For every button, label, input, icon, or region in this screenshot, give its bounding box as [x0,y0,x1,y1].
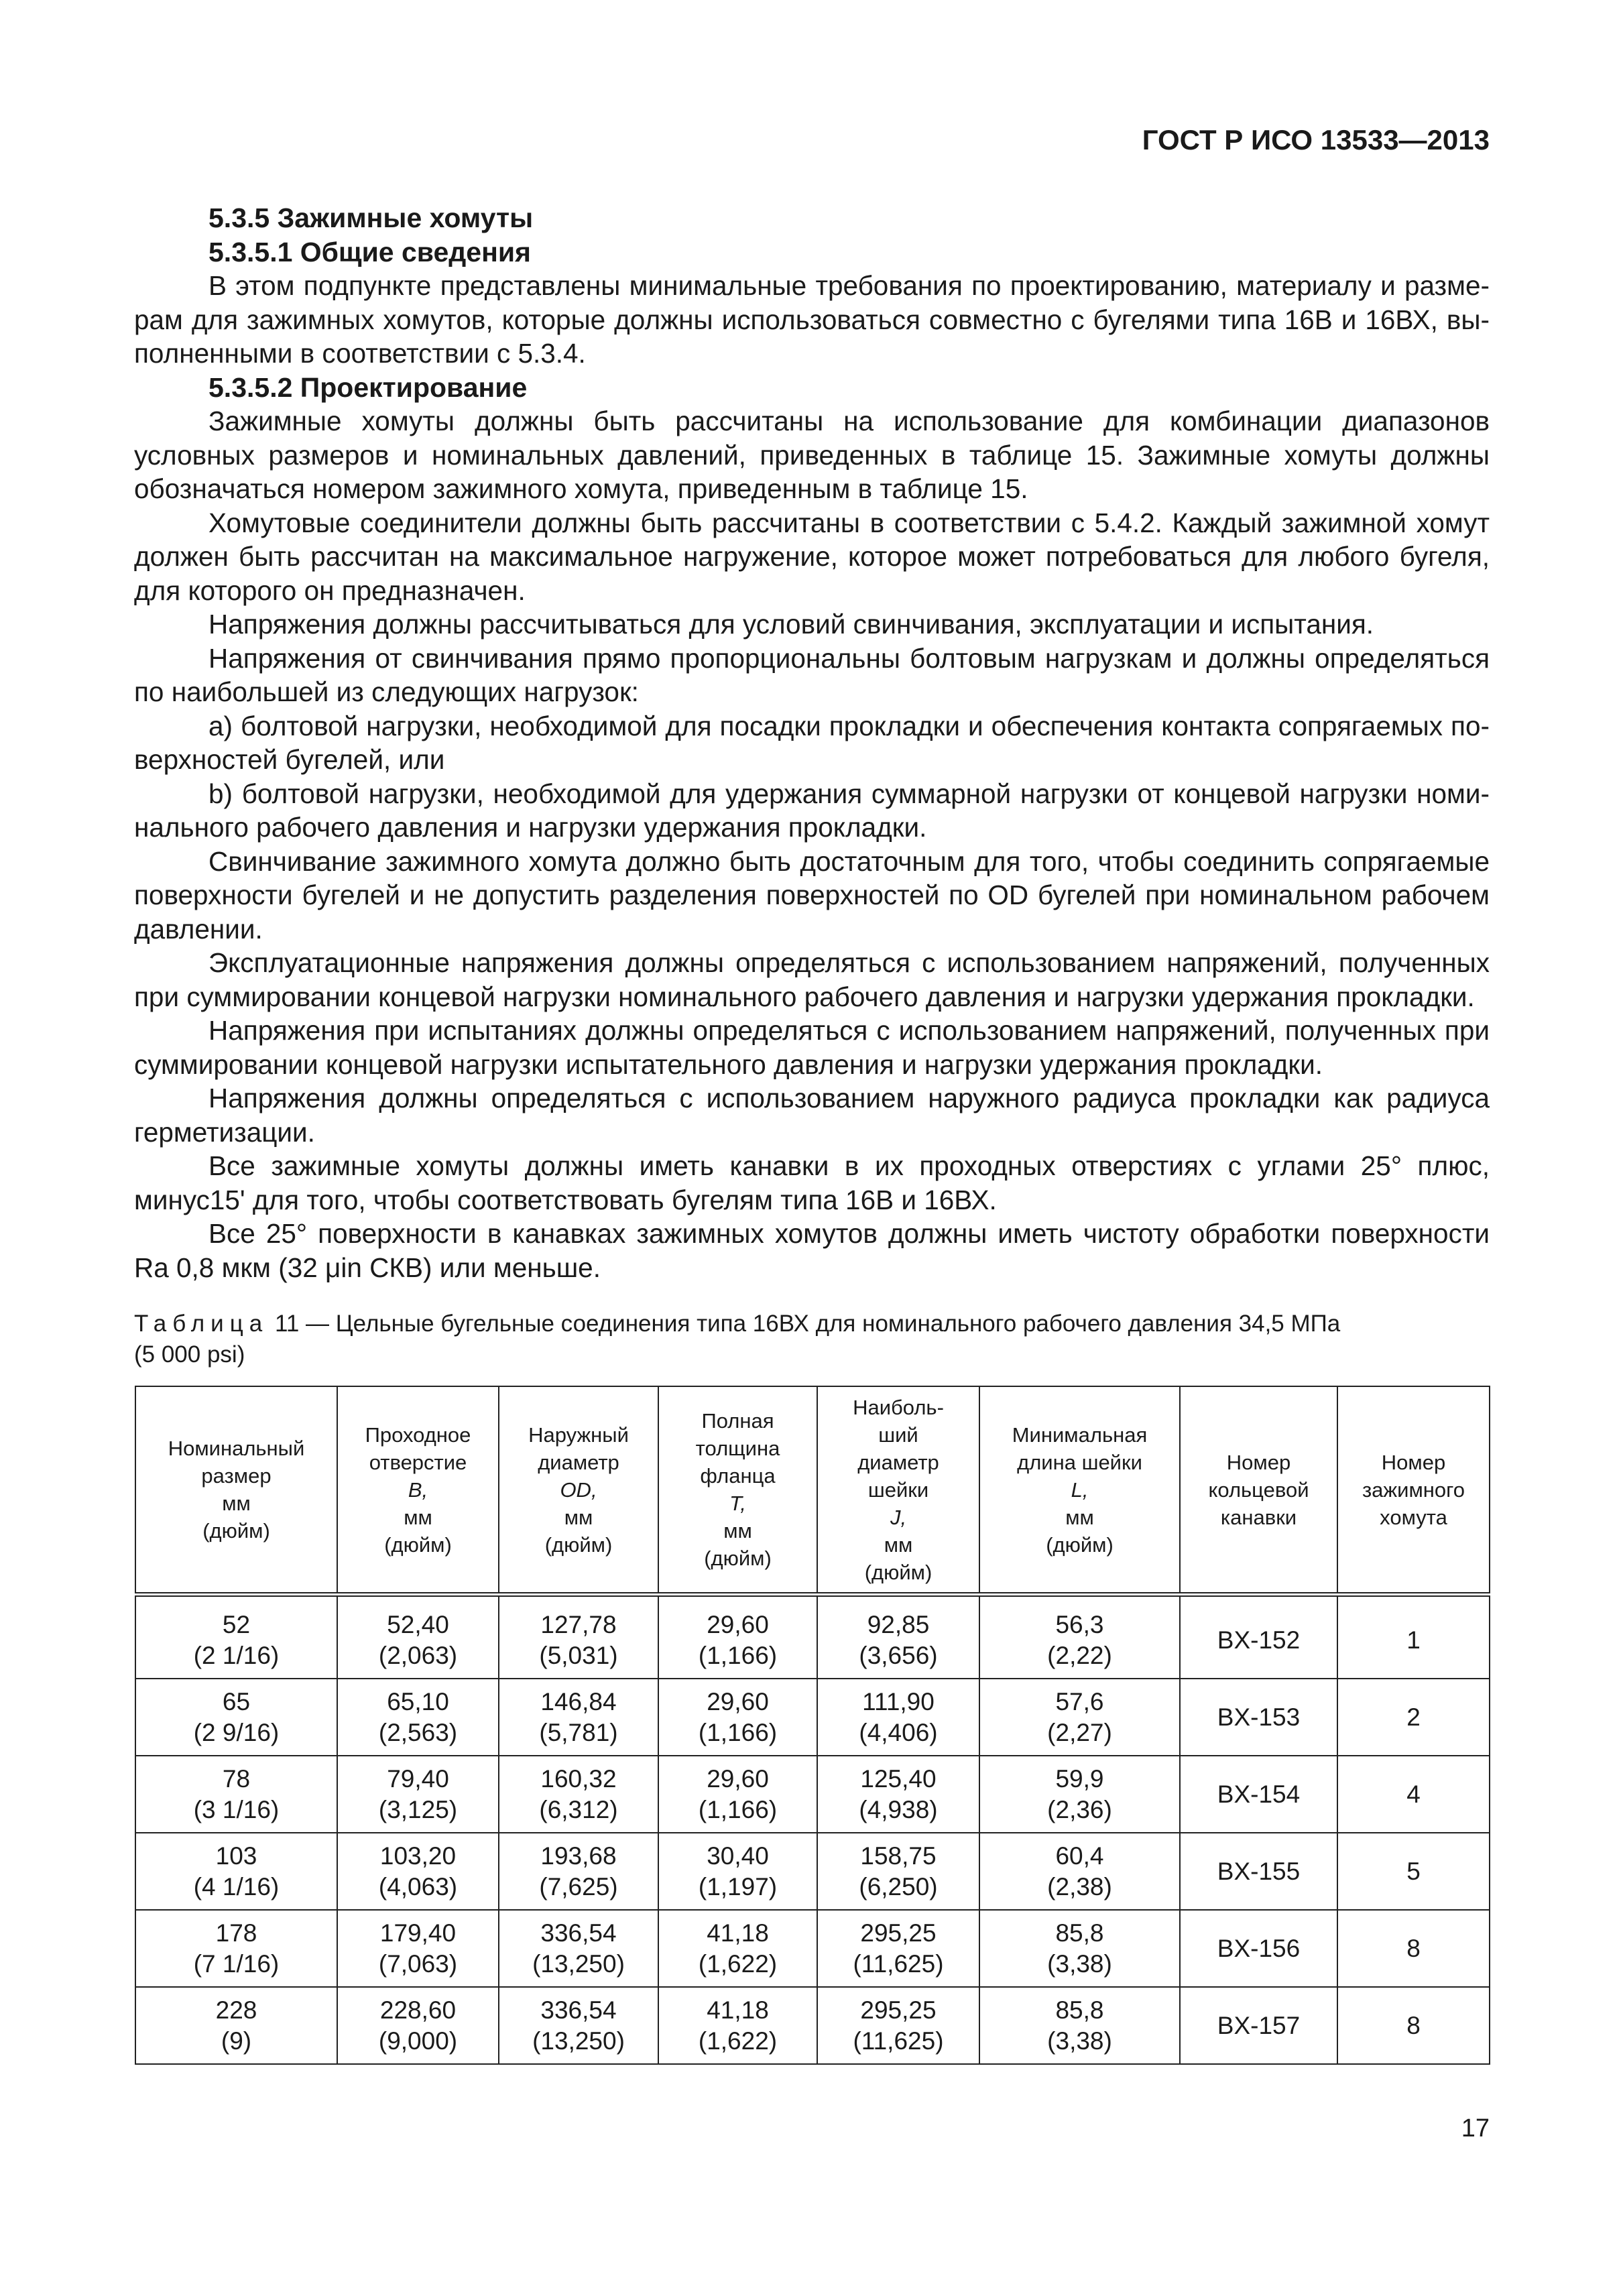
cell-bore: 228,60 (9,000) [337,1987,499,2064]
table-row [135,1910,1490,1987]
header-outer-diameter-od: Наружный диаметр OD, мм (дюйм) [499,1386,658,1595]
header-bore-b: Проходное отверстие B, мм (дюйм) [337,1386,499,1595]
cell-bore: 52,40 (2,063) [337,1595,499,1679]
table-row [135,1987,1490,2064]
table-caption-label: Таблица [134,1311,269,1337]
paragraph: Зажимные хомуты должны быть рассчитаны на использование для комбинации диапазонов условных размеров и номинальных давлений, приведенных в таблице 15. Зажимные хомуты должны обозначаться номером зажимного хомута, приведенным в таблице 15. [134,406,1490,504]
paragraph: В этом подпункте представлены минимальные требования по проектированию, материалу и размерам для зажимных хомутов, которые должны использоваться совместно с бугелями типа 16В и 16ВХ, выполненными в соответствии с 5.3.4. [134,270,1490,369]
table-caption-text: 11 — Цельные бугельные соединения типа 16ВХ для номинального рабочего давления 34,5 МПа [274,1311,1341,1337]
table-header-row [135,1386,1490,1595]
paragraph: Хомутовые соединители должны быть рассчитаны в соответствии с 5.4.2. Каждый зажимной хомут должен быть рассчитан на максимальное нагружение, которое может потребоваться для любого бугеля, для которого он предназначен. [134,507,1490,606]
table-row [135,1833,1490,1910]
table-row [135,1756,1490,1833]
cell-nominal-size: 52 (2 1/16) [135,1595,337,1679]
table-row [135,1679,1490,1756]
paragraph: Напряжения от свинчивания прямо пропорциональны болтовым нагрузкам и должны определяться по наибольшей из следующих нагрузок: [134,642,1490,707]
cell-ring-groove: BX-157 [1180,1987,1337,2064]
list-item-b: b) болтовой нагрузки, необходимой для удержания суммарной нагрузки от концевой нагрузки номинального рабочего давления и нагрузки удержания прокладки. [134,778,1490,843]
cell-nominal-size: 78 (3 1/16) [135,1756,337,1833]
cell-neck-diameter: 158,75 (6,250) [817,1833,979,1910]
cell-clamp-number: 8 [1337,1910,1490,1987]
section-title-535: 5.3.5 Зажимные хомуты [208,202,534,233]
section-title-5352: 5.3.5.2 Проектирование [208,371,528,403]
cell-flange-thickness: 29,60 (1,166) [658,1756,817,1833]
table-row [135,1595,1490,1679]
cell-nominal-size: 65 (2 9/16) [135,1679,337,1756]
cell-neck-diameter: 295,25 (11,625) [817,1910,979,1987]
paragraph: Напряжения должны определяться с использованием наружного радиуса прокладки как радиуса герметизации. [134,1083,1490,1148]
cell-clamp-number: 5 [1337,1833,1490,1910]
cell-neck-length: 56,3 (2,22) [979,1595,1180,1679]
cell-neck-length: 59,9 (2,36) [979,1756,1180,1833]
cell-bore: 179,40 (7,063) [337,1910,499,1987]
cell-flange-thickness: 41,18 (1,622) [658,1987,817,2064]
cell-neck-length: 85,8 (3,38) [979,1910,1180,1987]
section-body [134,201,1490,1284]
header-nominal-size: Номинальный размер мм (дюйм) [135,1386,337,1595]
cell-outer-diameter: 160,32 (6,312) [499,1756,658,1833]
cell-neck-length: 60,4 (2,38) [979,1833,1180,1910]
cell-clamp-number: 2 [1337,1679,1490,1756]
document-id-header: ГОСТ Р ИСО 13533—2013 [1142,124,1490,156]
cell-bore: 65,10 (2,563) [337,1679,499,1756]
table-caption-line2: (5 000 psi) [134,1341,245,1368]
cell-ring-groove: BX-153 [1180,1679,1337,1756]
cell-bore: 79,40 (3,125) [337,1756,499,1833]
cell-flange-thickness: 41,18 (1,622) [658,1910,817,1987]
cell-flange-thickness: 30,40 (1,197) [658,1833,817,1910]
cell-outer-diameter: 127,78 (5,031) [499,1595,658,1679]
header-flange-thickness-t: Полная толщина фланца T, мм (дюйм) [658,1386,817,1595]
list-item-a: a) болтовой нагрузки, необходимой для посадки прокладки и обеспечения контакта сопрягаемых поверхностей бугелей, или [134,710,1490,775]
header-clamp-number: Номер зажимного хомута [1337,1386,1490,1595]
cell-clamp-number: 1 [1337,1595,1490,1679]
cell-ring-groove: BX-154 [1180,1756,1337,1833]
paragraph: Свинчивание зажимного хомута должно быть достаточным для того, чтобы соединить сопрягаемые поверхности бугелей и не допустить разделения поверхностей по OD бугелей при номинальном рабочем давлении. [134,845,1490,945]
paragraph: Эксплуатационные напряжения должны определяться с использованием напряжений, полученных при суммировании концевой нагрузки номинального рабочего давления и нагрузки удержания прокладки. [134,947,1490,1012]
table-body [135,1595,1490,2065]
header-neck-length-l: Минимальная длина шейки L, мм (дюйм) [979,1386,1180,1595]
cell-neck-diameter: 111,90 (4,406) [817,1679,979,1756]
paragraph: Все зажимные хомуты должны иметь канавки в их проходных отверстиях с углами 25° плюс, минус15' для того, чтобы соответствовать бугелям типа 16В и 16ВХ. [134,1150,1490,1215]
cell-outer-diameter: 146,84 (5,781) [499,1679,658,1756]
cell-ring-groove: BX-156 [1180,1910,1337,1987]
cell-flange-thickness: 29,60 (1,166) [658,1595,817,1679]
cell-neck-length: 85,8 (3,38) [979,1987,1180,2064]
cell-flange-thickness: 29,60 (1,166) [658,1679,817,1756]
cell-neck-length: 57,6 (2,27) [979,1679,1180,1756]
table-caption [134,1309,1490,1370]
cell-outer-diameter: 336,54 (13,250) [499,1910,658,1987]
header-neck-diameter-j: Наиболь- ший диаметр шейки J, мм (дюйм) [817,1386,979,1595]
cell-nominal-size: 228 (9) [135,1987,337,2064]
cell-outer-diameter: 336,54 (13,250) [499,1987,658,2064]
cell-ring-groove: BX-152 [1180,1595,1337,1679]
paragraph: Все 25° поверхности в канавках зажимных хомутов должны иметь чистоту обработки поверхности Ra 0,8 мкм (32 μin СКВ) или меньше. [134,1218,1490,1283]
header-ring-groove-number: Номер кольцевой канавки [1180,1386,1337,1595]
cell-nominal-size: 103 (4 1/16) [135,1833,337,1910]
cell-neck-diameter: 125,40 (4,938) [817,1756,979,1833]
cell-outer-diameter: 193,68 (7,625) [499,1833,658,1910]
paragraph: Напряжения должны рассчитываться для условий свинчивания, эксплуатации и испытания. [208,609,1374,640]
cell-neck-diameter: 92,85 (3,656) [817,1595,979,1679]
cell-neck-diameter: 295,25 (11,625) [817,1987,979,2064]
cell-nominal-size: 178 (7 1/16) [135,1910,337,1987]
cell-ring-groove: BX-155 [1180,1833,1337,1910]
specification-table [135,1386,1490,2065]
page-number: 17 [1461,2114,1490,2142]
cell-clamp-number: 4 [1337,1756,1490,1833]
cell-bore: 103,20 (4,063) [337,1833,499,1910]
cell-clamp-number: 8 [1337,1987,1490,2064]
paragraph: Напряжения при испытаниях должны определяться с использованием напряжений, полученных при суммировании концевой нагрузки испытательного давления и нагрузки удержания прокладки. [134,1015,1490,1080]
section-title-5351: 5.3.5.1 Общие сведения [208,236,531,267]
